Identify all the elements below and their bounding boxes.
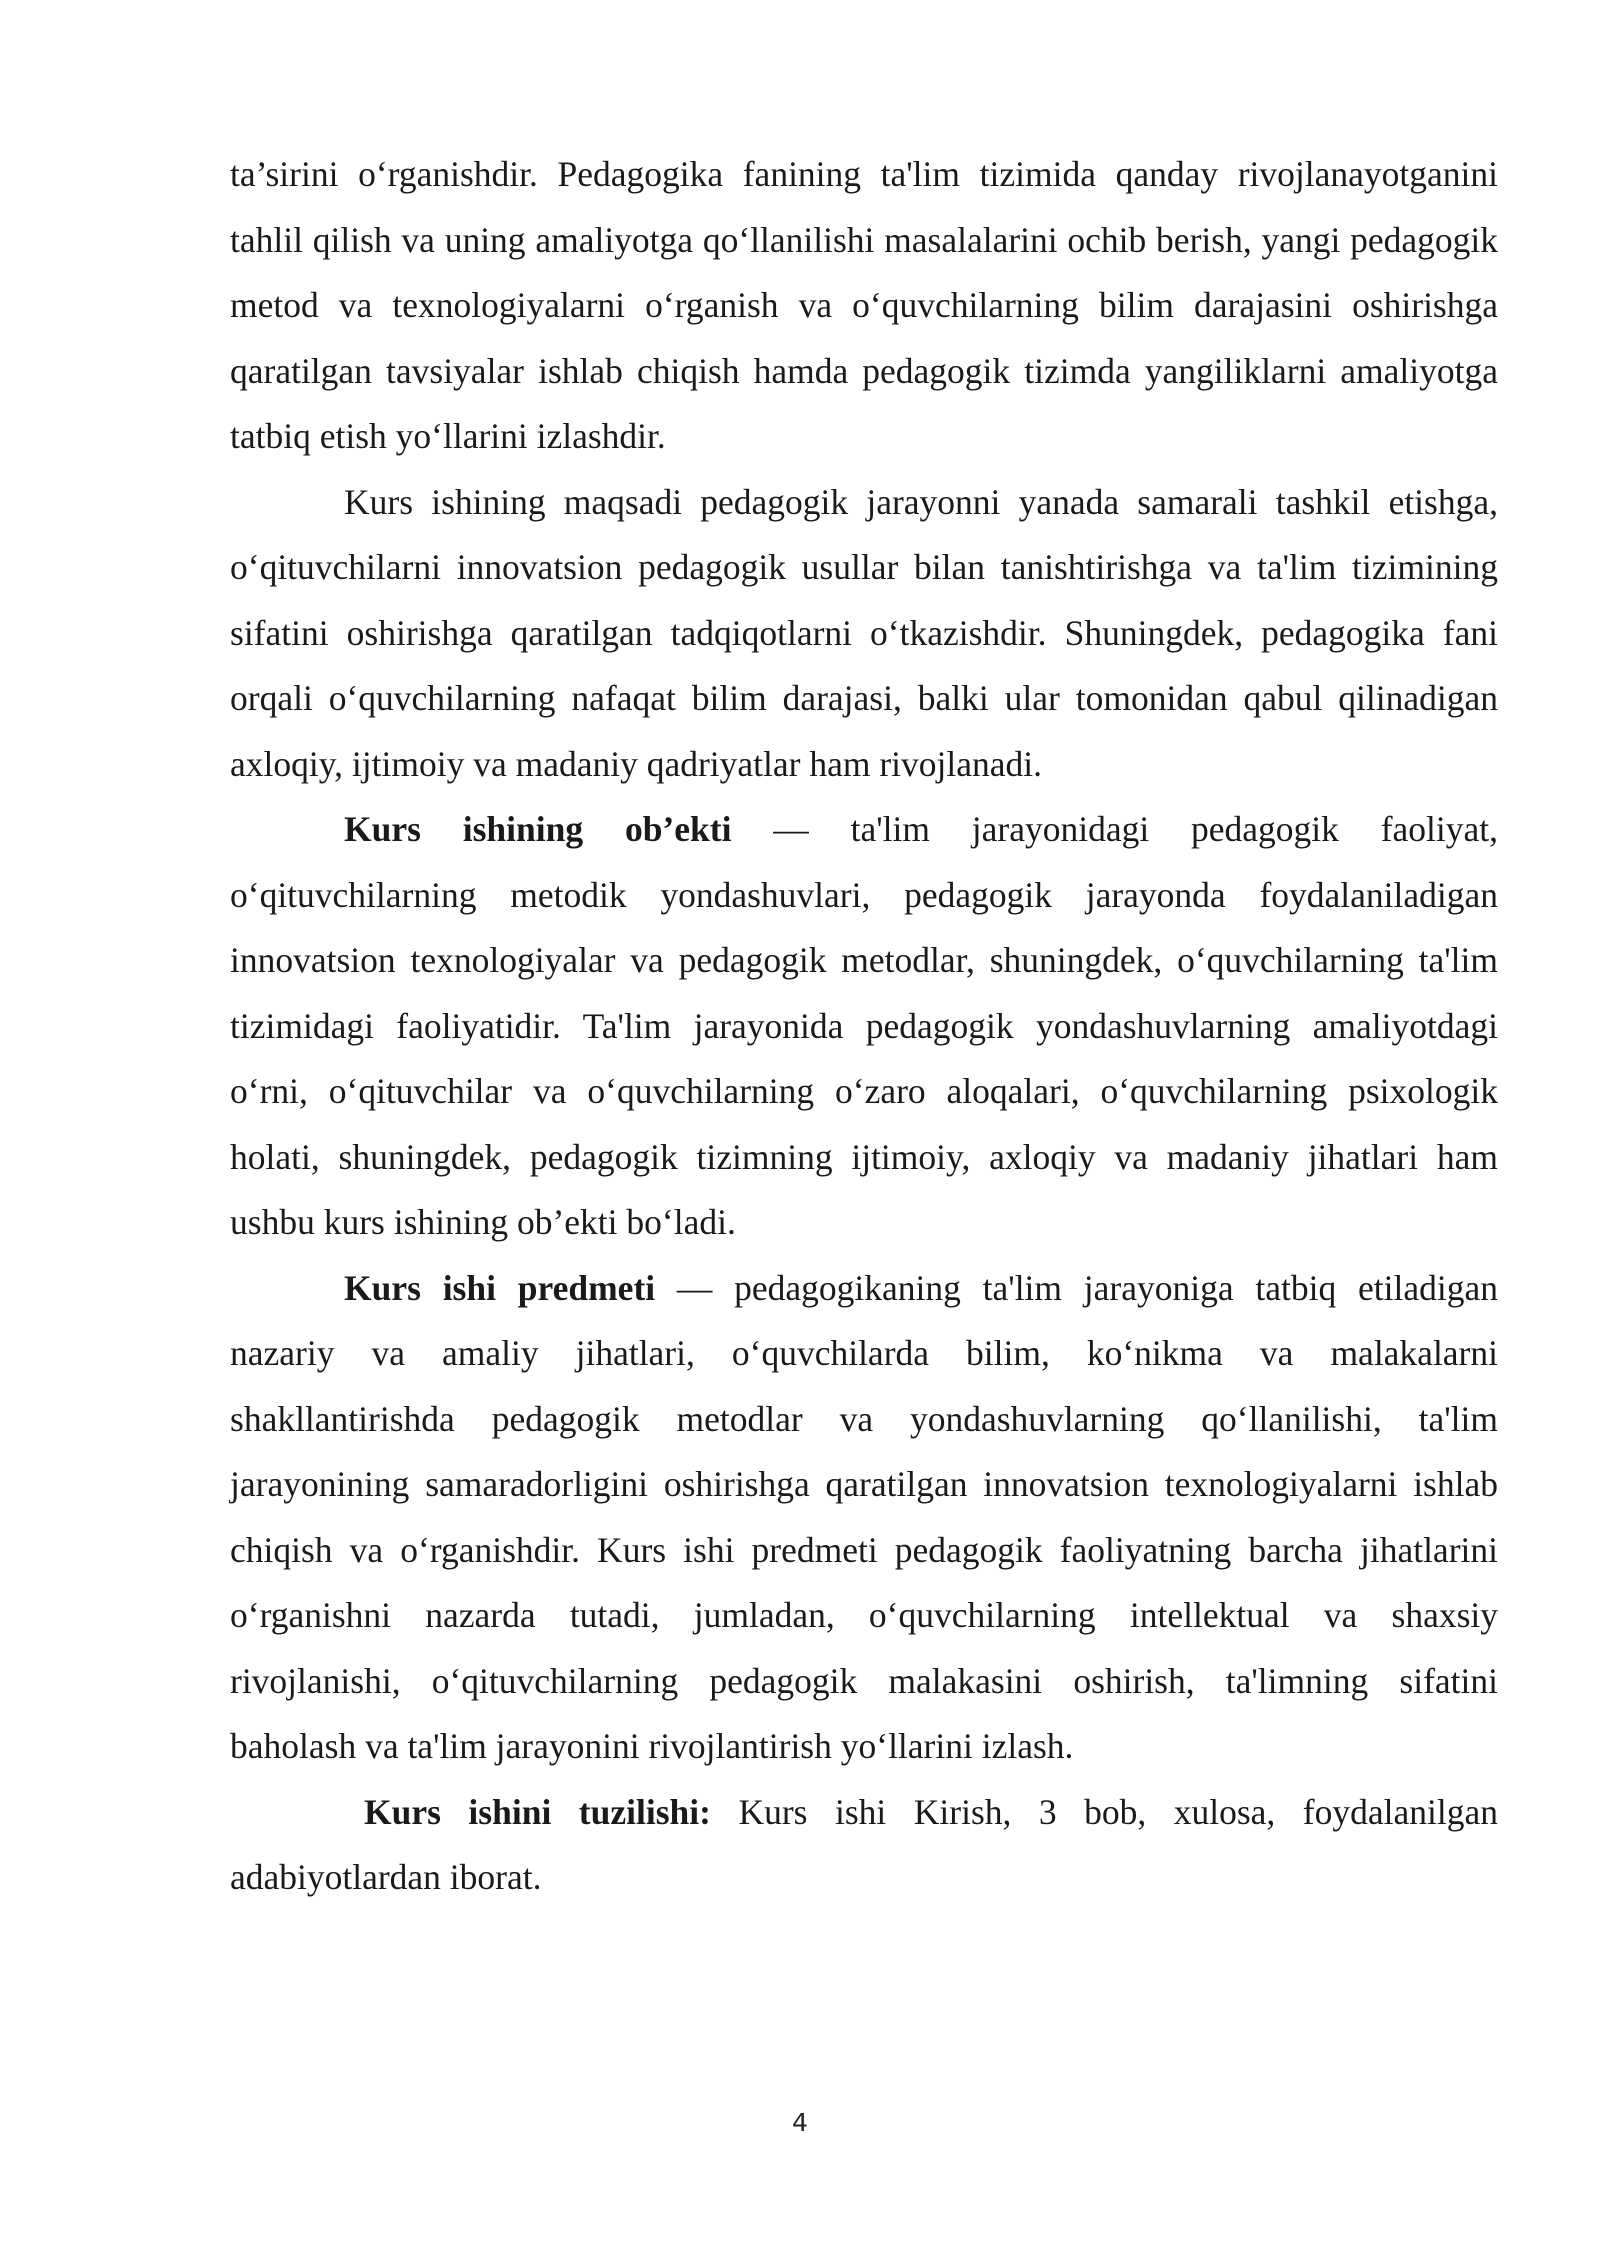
paragraph-term: Kurs ishi predmeti bbox=[344, 1267, 656, 1308]
paragraph-term: Kurs ishining ob’ekti bbox=[344, 809, 732, 849]
paragraph-structure bbox=[230, 1780, 1498, 1911]
paragraph-text: — pedagogikaning ta'lim jarayoniga tatbiq etiladigan nazariy va amaliy jihatlari, o‘quvchilarda bilim, ko‘nikma va malakalarni shakllantirishda pedagogik metodlar va yondashuvlarning qo‘llanilishi, ta'lim jarayonining samaradorligini oshirishga qaratilgan innovatsion texnologiyalarni ishlab chiqish va o‘rganishdir. Kurs ishi predmeti pedagogik faoliyatning barcha jihatlarini o‘rganishni nazarda tutadi, jumladan, o‘quvchilarning intellektual va shaxsiy rivojlanishi, o‘qituvchilarning pedagogik malakasini oshirish, ta'limning sifatini baholash va ta'lim jarayonini rivojlantirish yo‘llarini izlash. bbox=[230, 1267, 1498, 1766]
paragraph-text: — ta'lim jarayonidagi pedagogik faoliyat, o‘qituvchilarning metodik yondashuvlari, pedagogik jarayonda foydalaniladigan innovatsion texnologiyalar va pedagogik metodlar, shuningdek, o‘quvchilarning ta'lim tizimidagi faoliyatidir. Ta'lim jarayonida pedagogik yondashuvlarning amaliyotdagi o‘rni, o‘qituvchilar va o‘quvchilarning o‘zaro aloqalari, o‘quvchilarning psixologik holati, shuningdek, pedagogik tizimning ijtimoiy, axloqiy va madaniy jihatlari ham ushbu kurs ishining ob’ekti bo‘ladi. bbox=[230, 809, 1498, 1242]
paragraph-term: Kurs ishini tuzilishi: bbox=[364, 1791, 711, 1832]
paragraph-text: ta’sirini o‘rganishdir. Pedagogika fanining ta'lim tizimida qanday rivojlanayotganini tahlil qilish va uning amaliyotga qo‘llanilishi masalalarini ochib berish, yangi pedagogik metod va texnologiyalarni o‘rganish va o‘quvchilarning bilim darajasini oshirishga qaratilgan tavsiyalar ishlab chiqish hamda pedagogik tizimda yangiliklarni amaliyotga tatbiq etish yo‘llarini izlashdir. bbox=[230, 154, 1498, 456]
paragraph-object bbox=[230, 797, 1498, 1256]
paragraph-goal bbox=[230, 470, 1498, 798]
paragraph-text: Kurs ishi Kirish, 3 bob, xulosa, foydalanilgan adabiyotlardan iborat. bbox=[230, 1791, 1498, 1897]
paragraph-subject bbox=[230, 1256, 1498, 1780]
paragraph-text: Kurs ishining maqsadi pedagogik jarayonni yanada samarali tashkil etishga, o‘qituvchilarni innovatsion pedagogik usullar bilan tanishtirishga va ta'lim tizimining sifatini oshirishga qaratilgan tadqiqotlarni o‘tkazishdir. Shuningdek, pedagogika fani orqali o‘quvchilarning nafaqat bilim darajasi, balki ular tomonidan qabul qilinadigan axloqiy, ijtimoiy va madaniy qadriyatlar ham rivojlanadi. bbox=[230, 481, 1498, 784]
page-number: 4 bbox=[792, 2108, 808, 2137]
paragraph-intro-continuation bbox=[230, 142, 1498, 470]
document-page bbox=[230, 142, 1498, 1911]
